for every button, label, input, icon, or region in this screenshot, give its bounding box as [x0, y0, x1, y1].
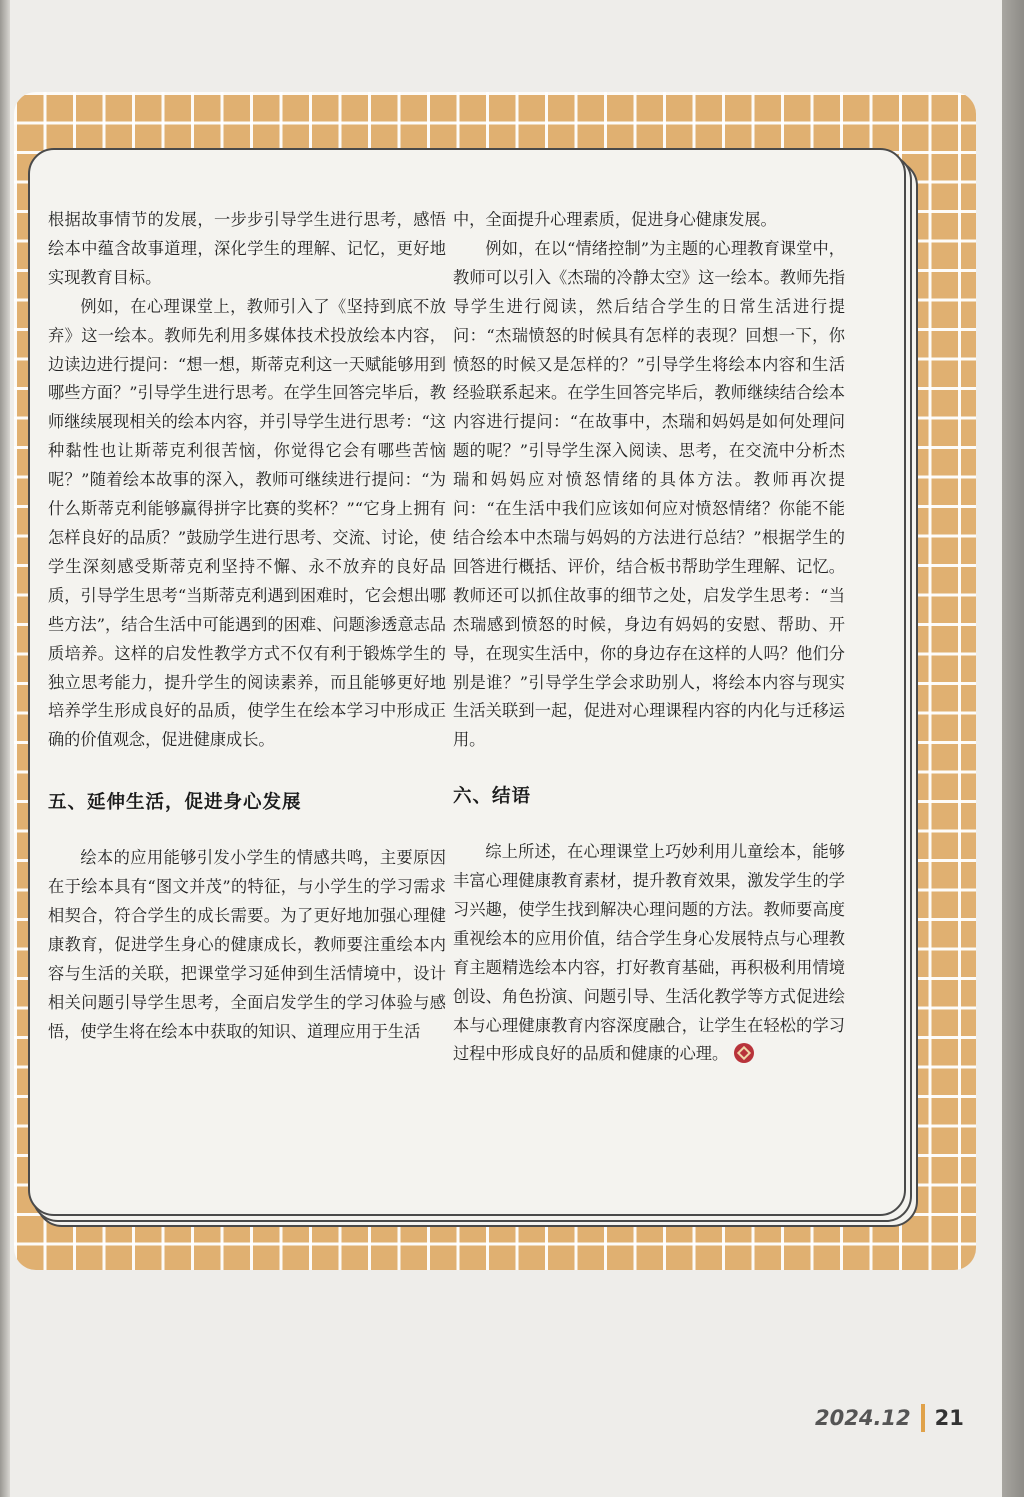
page-footer: [815, 1402, 964, 1434]
body-paragraph: 中，全面提升心理素质，促进身心健康发展。: [453, 210, 777, 229]
left-column: [48, 206, 446, 1046]
section-heading-5: 五、延伸生活，促进身心发展: [48, 792, 302, 814]
section-heading-6: 六、结语: [453, 786, 532, 808]
background-surface: [1002, 0, 1024, 1497]
page-number: 21: [934, 1406, 964, 1430]
article-end-icon: [734, 1043, 754, 1063]
body-paragraph: 根据故事情节的发展，一步步引导学生进行思考，感悟绘本中蕴含故事道理，深化学生的理解、记忆，更好地实现教育目标。: [48, 210, 446, 287]
footer-divider: [921, 1404, 925, 1432]
issue-date: 2024.12: [815, 1406, 911, 1430]
page-binding-edge: [0, 0, 10, 1497]
conclusion-text: 综上所述，在心理课堂上巧妙利用儿童绘本，能够丰富心理健康教育素材，提升教育效果，激发学生的学习兴趣，使学生找到解决心理问题的方法。教师要高度重视绘本的应用价值，结合学生身心发展特点与心理教育主题精选绘本内容，打好教育基础，再积极利用情境创设、角色扮演、问题引导、生活化教学等方式促进绘本与心理健康教育内容深度融合，让学生在轻松的学习过程中形成良好的品质和健康的心理。: [453, 842, 845, 1064]
body-paragraph: 例如，在以“情绪控制”为主题的心理教育课堂中，教师可以引入《杰瑞的冷静太空》这一绘本。教师先指导学生进行阅读，然后结合学生的日常生活进行提问：“杰瑞愤怒的时候具有怎样的表现？回想一下，你愤怒的时候又是怎样的？”引导学生将绘本内容和生活经验联系起来。在学生回答完毕后，教师继续结合绘本内容进行提问：“在故事中，杰瑞和妈妈是如何处理问题的呢？”引导学生深入阅读、思考，在交流中分析杰瑞和妈妈应对愤怒情绪的具体方法。教师再次提问：“在生活中我们应该如何应对愤怒情绪？你能不能结合绘本中杰瑞与妈妈的方法进行总结？”根据学生的回答进行概括、评价，结合板书帮助学生理解、记忆。教师还可以抓住故事的细节之处，启发学生思考：“当杰瑞感到愤怒的时候，身边有妈妈的安慰、帮助、开导，在现实生活中，你的身边存在这样的人吗？他们分别是谁？”引导学生学会求助别人，将绘本内容与现实生活关联到一起，促进对心理课程内容的内化与迁移运用。: [453, 238, 845, 750]
conclusion-paragraph: [453, 838, 845, 1069]
right-column: [453, 206, 845, 1069]
body-paragraph: 例如，在心理课堂上，教师引入了《坚持到底不放弃》这一绘本。教师先利用多媒体技术投放绘本内容，边读边进行提问：“想一想，斯蒂克利这一天赋能够用到哪些方面？”引导学生进行思考。在学生回答完毕后，教师继续展现相关的绘本内容，并引导学生进行思考：“这种黏性也让斯蒂克利很苦恼，你觉得它会有哪些苦恼呢？”随着绘本故事的深入，教师可继续进行提问：“为什么斯蒂克利能够赢得拼字比赛的奖杯？”“它身上拥有怎样良好的品质？”鼓励学生进行思考、交流、讨论，使学生深刻感受斯蒂克利坚持不懈、永不放弃的良好品质，引导学生思考“当斯蒂克利遇到困难时，它会想出哪些方法”，结合生活中可能遇到的困难、问题渗透意志品质培养。这样的启发性教学方式不仅有利于锻炼学生的独立思考能力，提升学生的阅读素养，而且能够更好地培养学生形成良好的品质，使学生在绘本学习中形成正确的价值观念，促进健康成长。: [48, 296, 446, 750]
body-paragraph: 绘本的应用能够引发小学生的情感共鸣，主要原因在于绘本具有“图文并茂”的特征，与小学生的学习需求相契合，符合学生的成长需要。为了更好地加强心理健康教育，促进学生身心的健康成长，教师要注重绘本内容与生活的关联，把课堂学习延伸到生活情境中，设计相关问题引导学生思考，全面启发学生的学习体验与感悟，使学生将在绘本中获取的知识、道理应用于生活: [48, 848, 446, 1041]
